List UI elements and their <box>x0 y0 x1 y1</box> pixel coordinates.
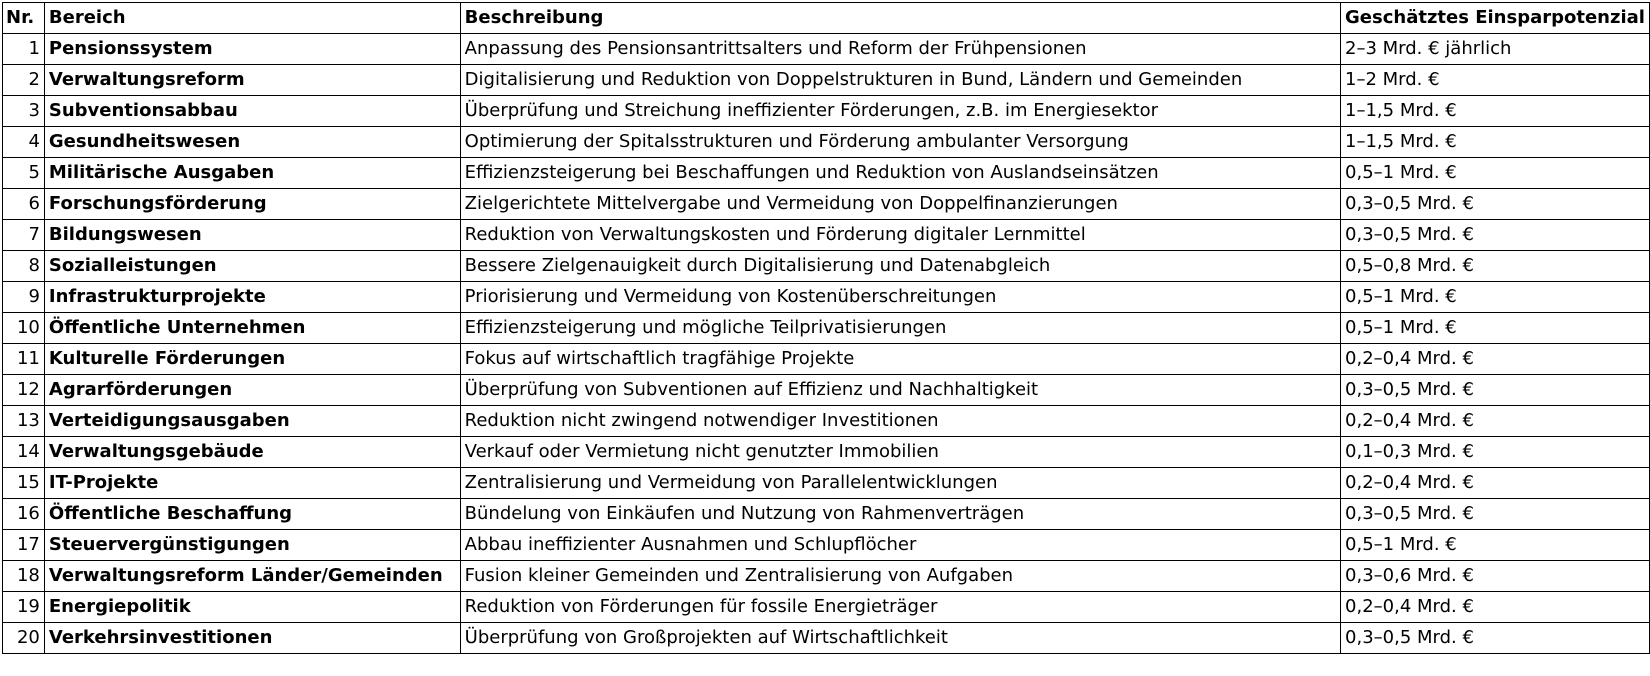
cell-einsparpotenzial: 0,3–0,6 Mrd. € <box>1341 561 1650 592</box>
cell-einsparpotenzial: 0,5–1 Mrd. € <box>1341 530 1650 561</box>
cell-beschreibung: Optimierung der Spitalsstrukturen und Förderung ambulanter Versorgung <box>460 127 1340 158</box>
table-row <box>3 251 1650 282</box>
cell-einsparpotenzial: 1–1,5 Mrd. € <box>1341 127 1650 158</box>
cell-nr: 12 <box>3 375 45 406</box>
cell-nr: 10 <box>3 313 45 344</box>
cell-einsparpotenzial: 0,2–0,4 Mrd. € <box>1341 468 1650 499</box>
cell-beschreibung: Überprüfung und Streichung ineffizienter Förderungen, z.B. im Energiesektor <box>460 96 1340 127</box>
cell-beschreibung: Priorisierung und Vermeidung von Kostenüberschreitungen <box>460 282 1340 313</box>
cell-bereich: Verkehrsinvestitionen <box>44 623 460 654</box>
cell-beschreibung: Anpassung des Pensionsantrittsalters und Reform der Frühpensionen <box>460 34 1340 65</box>
table-row <box>3 189 1650 220</box>
cell-einsparpotenzial: 0,3–0,5 Mrd. € <box>1341 375 1650 406</box>
cell-nr: 6 <box>3 189 45 220</box>
cell-einsparpotenzial: 0,2–0,4 Mrd. € <box>1341 592 1650 623</box>
table-row <box>3 344 1650 375</box>
cell-bereich: IT-Projekte <box>44 468 460 499</box>
cell-bereich: Öffentliche Unternehmen <box>44 313 460 344</box>
cell-beschreibung: Fusion kleiner Gemeinden und Zentralisierung von Aufgaben <box>460 561 1340 592</box>
table-row <box>3 437 1650 468</box>
header-beschreibung: Beschreibung <box>460 3 1340 34</box>
cell-nr: 1 <box>3 34 45 65</box>
cell-beschreibung: Bessere Zielgenauigkeit durch Digitalisierung und Datenabgleich <box>460 251 1340 282</box>
cell-beschreibung: Bündelung von Einkäufen und Nutzung von Rahmenverträgen <box>460 499 1340 530</box>
cell-einsparpotenzial: 0,3–0,5 Mrd. € <box>1341 220 1650 251</box>
cell-einsparpotenzial: 0,3–0,5 Mrd. € <box>1341 499 1650 530</box>
cell-nr: 16 <box>3 499 45 530</box>
cell-einsparpotenzial: 0,2–0,4 Mrd. € <box>1341 406 1650 437</box>
cell-beschreibung: Überprüfung von Subventionen auf Effizienz und Nachhaltigkeit <box>460 375 1340 406</box>
cell-nr: 4 <box>3 127 45 158</box>
savings-table <box>2 2 1650 654</box>
cell-bereich: Verwaltungsreform Länder/Gemeinden <box>44 561 460 592</box>
cell-bereich: Energiepolitik <box>44 592 460 623</box>
table-body <box>3 34 1650 654</box>
cell-nr: 2 <box>3 65 45 96</box>
header-row <box>3 3 1650 34</box>
cell-bereich: Pensionssystem <box>44 34 460 65</box>
cell-nr: 13 <box>3 406 45 437</box>
cell-einsparpotenzial: 2–3 Mrd. € jährlich <box>1341 34 1650 65</box>
cell-nr: 19 <box>3 592 45 623</box>
cell-einsparpotenzial: 0,5–1 Mrd. € <box>1341 313 1650 344</box>
cell-bereich: Öffentliche Beschaffung <box>44 499 460 530</box>
cell-bereich: Infrastrukturprojekte <box>44 282 460 313</box>
table-row <box>3 530 1650 561</box>
cell-beschreibung: Überprüfung von Großprojekten auf Wirtschaftlichkeit <box>460 623 1340 654</box>
cell-beschreibung: Effizienzsteigerung und mögliche Teilprivatisierungen <box>460 313 1340 344</box>
cell-beschreibung: Verkauf oder Vermietung nicht genutzter Immobilien <box>460 437 1340 468</box>
header-bereich: Bereich <box>44 3 460 34</box>
cell-einsparpotenzial: 0,5–1 Mrd. € <box>1341 282 1650 313</box>
cell-beschreibung: Reduktion nicht zwingend notwendiger Investitionen <box>460 406 1340 437</box>
cell-nr: 5 <box>3 158 45 189</box>
cell-bereich: Subventionsabbau <box>44 96 460 127</box>
header-einsparpotenzial: Geschätztes Einsparpotenzial <box>1341 3 1650 34</box>
cell-nr: 18 <box>3 561 45 592</box>
table-row <box>3 313 1650 344</box>
cell-einsparpotenzial: 1–2 Mrd. € <box>1341 65 1650 96</box>
cell-einsparpotenzial: 0,5–1 Mrd. € <box>1341 158 1650 189</box>
table-row <box>3 561 1650 592</box>
table-row <box>3 468 1650 499</box>
table-row <box>3 282 1650 313</box>
cell-beschreibung: Digitalisierung und Reduktion von Doppelstrukturen in Bund, Ländern und Gemeinden <box>460 65 1340 96</box>
table-row <box>3 592 1650 623</box>
table-row <box>3 375 1650 406</box>
cell-bereich: Verwaltungsgebäude <box>44 437 460 468</box>
cell-bereich: Verteidigungsausgaben <box>44 406 460 437</box>
cell-einsparpotenzial: 1–1,5 Mrd. € <box>1341 96 1650 127</box>
cell-bereich: Verwaltungsreform <box>44 65 460 96</box>
table-row <box>3 127 1650 158</box>
table-row <box>3 65 1650 96</box>
cell-nr: 14 <box>3 437 45 468</box>
cell-bereich: Agrarförderungen <box>44 375 460 406</box>
cell-nr: 11 <box>3 344 45 375</box>
table-row <box>3 96 1650 127</box>
cell-nr: 9 <box>3 282 45 313</box>
cell-nr: 20 <box>3 623 45 654</box>
cell-einsparpotenzial: 0,1–0,3 Mrd. € <box>1341 437 1650 468</box>
cell-beschreibung: Reduktion von Förderungen für fossile Energieträger <box>460 592 1340 623</box>
table-row <box>3 158 1650 189</box>
table-row <box>3 499 1650 530</box>
table-row <box>3 220 1650 251</box>
cell-beschreibung: Effizienzsteigerung bei Beschaffungen und Reduktion von Auslandseinsätzen <box>460 158 1340 189</box>
cell-einsparpotenzial: 0,3–0,5 Mrd. € <box>1341 623 1650 654</box>
cell-bereich: Militärische Ausgaben <box>44 158 460 189</box>
cell-bereich: Forschungsförderung <box>44 189 460 220</box>
cell-bereich: Bildungswesen <box>44 220 460 251</box>
cell-einsparpotenzial: 0,2–0,4 Mrd. € <box>1341 344 1650 375</box>
table-row <box>3 623 1650 654</box>
cell-nr: 8 <box>3 251 45 282</box>
cell-bereich: Kulturelle Förderungen <box>44 344 460 375</box>
cell-beschreibung: Zentralisierung und Vermeidung von Parallelentwicklungen <box>460 468 1340 499</box>
cell-einsparpotenzial: 0,5–0,8 Mrd. € <box>1341 251 1650 282</box>
cell-nr: 15 <box>3 468 45 499</box>
table-row <box>3 406 1650 437</box>
cell-nr: 7 <box>3 220 45 251</box>
header-nr: Nr. <box>3 3 45 34</box>
cell-beschreibung: Abbau ineffizienter Ausnahmen und Schlupflöcher <box>460 530 1340 561</box>
cell-bereich: Steuervergünstigungen <box>44 530 460 561</box>
cell-nr: 3 <box>3 96 45 127</box>
cell-beschreibung: Fokus auf wirtschaftlich tragfähige Projekte <box>460 344 1340 375</box>
cell-bereich: Gesundheitswesen <box>44 127 460 158</box>
cell-bereich: Sozialleistungen <box>44 251 460 282</box>
table-row <box>3 34 1650 65</box>
cell-nr: 17 <box>3 530 45 561</box>
cell-einsparpotenzial: 0,3–0,5 Mrd. € <box>1341 189 1650 220</box>
cell-beschreibung: Reduktion von Verwaltungskosten und Förderung digitaler Lernmittel <box>460 220 1340 251</box>
cell-beschreibung: Zielgerichtete Mittelvergabe und Vermeidung von Doppelfinanzierungen <box>460 189 1340 220</box>
